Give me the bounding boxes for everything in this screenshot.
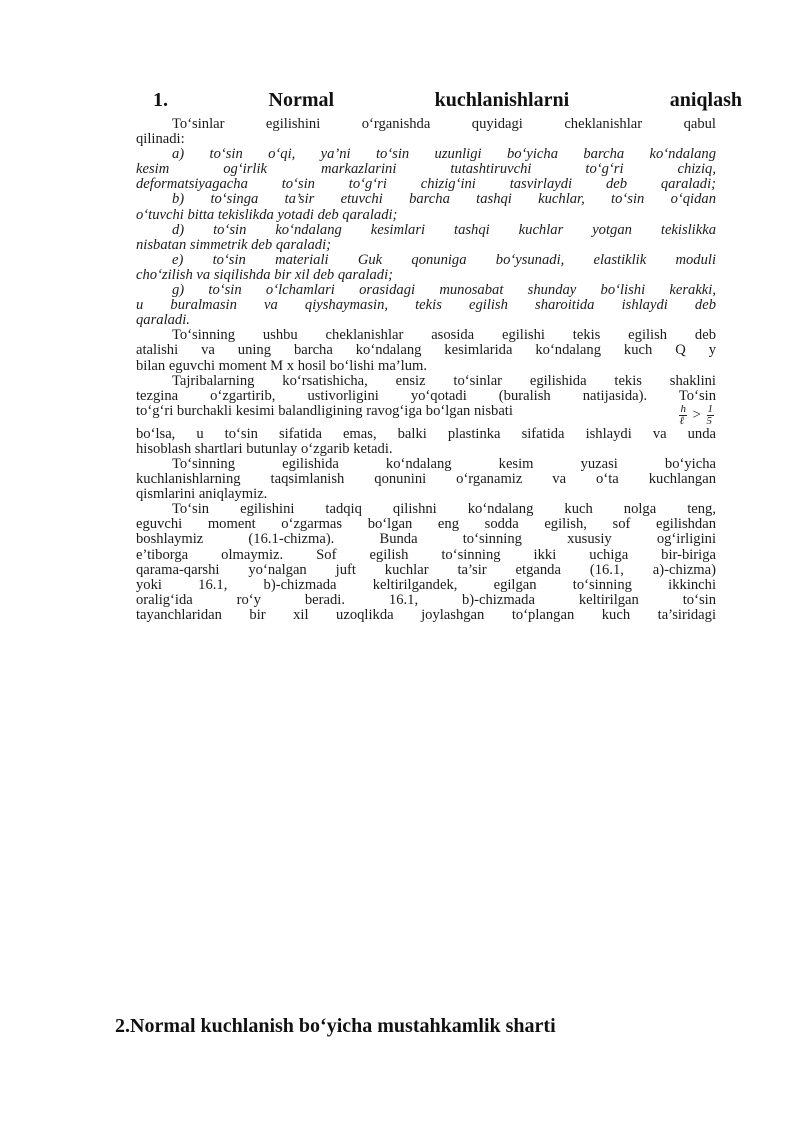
text-line: bo‘lsa, u to‘sin sifatida emas, balki plastinka sifatida ishlaydi va unda	[136, 425, 716, 442]
scanned-text-block-2	[136, 427, 716, 623]
text-line: a) to‘sin o‘qi, ya’ni to‘sin uzunligi bo‘yicha barcha ko‘ndalang	[172, 146, 716, 163]
text-line: qismlarini aniqlaymiz.	[136, 486, 268, 503]
section-heading-2: 2.Normal kuchlanish bo‘yicha mustahkamlik sharti	[115, 1015, 556, 1037]
text-line: b) to‘singa ta’sir etuvchi barcha tashqi kuchlar, to‘sin o‘qidan	[172, 191, 716, 208]
heading-word: Normal	[268, 89, 335, 111]
text-line: To‘sinning ushbu cheklanishlar asosida egilishi tekis egilish deb	[172, 327, 716, 344]
heading-number: 1.	[153, 89, 168, 111]
text-line: kesim og‘irlik markazlarini tutashtiruvchi to‘g‘ri chiziq,	[136, 161, 716, 178]
scanned-text-image	[136, 117, 716, 627]
text-line: eguvchi moment o‘zgarmas bo‘lgan eng sodda egilish, sof egilishdan	[136, 516, 716, 533]
text-line: To‘sin egilishini tadqiq qilishni ko‘ndalang kuch nolga teng,	[172, 501, 716, 518]
fraction-h-over-l: $\frac{h}{\text{ℓ}}$	[679, 402, 686, 427]
text-line: d) to‘sin ko‘ndalang kesimlari tashqi kuchlar yotgan tekislikka	[172, 221, 716, 238]
text-line: qarama-qarshi yo‘nalgan juft kuchlar ta’sir etganda (16.1, a)-chizma)	[136, 561, 716, 578]
text-line: boshlaymiz (16.1-chizma). Bunda to‘sinning xususiy og‘irligini	[136, 531, 716, 548]
text-line: atalishi va uning barcha ko‘ndalang kesimlarida ko‘ndalang kuch Q y	[136, 342, 716, 359]
greater-than-sign: >	[692, 406, 701, 423]
ratio-line	[136, 404, 716, 427]
text-line: tayanchlaridan bir xil uzoqlikda joylashgan to‘plangan kuch ta’siridagi	[136, 606, 716, 623]
text-line: g) to‘sin o‘lchamlari orasidagi munosabat shunday bo‘lishi kerakki,	[172, 282, 716, 299]
text-line: qaraladi.	[136, 312, 190, 329]
fraction-one-fifth: $\frac{1}{5}$	[706, 402, 713, 427]
text-line: hisoblash shartlari butunlay o‘zgarib ketadi.	[136, 440, 393, 457]
text-line: Tajribalarning ko‘rsatishicha, ensiz to‘sinlar egilishida tekis shaklini	[172, 372, 716, 389]
text-line: o‘tuvchi bitta tekislikda yotadi deb qaraladi;	[136, 206, 398, 223]
text-line: deformatsiyagacha to‘sin to‘g‘ri chizig‘ini tasvirlaydi deb qaraladi;	[136, 176, 716, 193]
text-line: e) to‘sin materiali Guk qonuniga bo‘ysunadi, elastiklik moduli	[172, 251, 716, 268]
text-line: kuchlanishlarning taqsimlanish qonunini o‘rganamiz va o‘ta kuchlangan	[136, 471, 716, 488]
text-line: To‘sinlar egilishini o‘rganishda quyidagi cheklanishlar qabul	[172, 116, 716, 132]
text-line: tezgina o‘zgartirib, ustivorligini yo‘qotadi (buralish natijasida). To‘sin	[136, 387, 716, 404]
text-line: To‘sinning egilishida ko‘ndalang kesim yuzasi bo‘yicha	[172, 455, 716, 472]
ratio-line-text: to‘g‘ri burchakli kesimi balandligining ravog‘iga bo‘lgan nisbati	[136, 402, 513, 419]
heading-word: kuchlanishlarni	[434, 89, 570, 111]
heading-word: aniqlash	[669, 89, 742, 111]
text-line: nisbatan simmetrik deb qaraladi;	[136, 236, 331, 253]
text-line: yoki 16.1, b)-chizmada keltirilgandek, egilgan to‘sinning ikkinchi	[136, 576, 716, 593]
text-line: qilinadi:	[136, 131, 185, 148]
ratio-formula	[677, 404, 716, 427]
text-line: e’tiborga olmaymiz. Sof egilish to‘sinning ikki uchiga bir-biriga	[136, 546, 716, 563]
section-heading-1	[153, 89, 742, 112]
text-line: bilan eguvchi moment M x hosil bo‘lishi ma’lum.	[136, 357, 428, 374]
text-line: oralig‘ida ro‘y beradi. 16.1, b)-chizmada keltirilgan to‘sin	[136, 591, 716, 608]
text-line: cho‘zilish va siqilishda bir xil deb qaraladi;	[136, 266, 394, 283]
scanned-text-block-1	[136, 117, 716, 404]
text-line: u buralmasin va qiyshaymasin, tekis egilish sharoitida ishlaydi deb	[136, 297, 716, 314]
